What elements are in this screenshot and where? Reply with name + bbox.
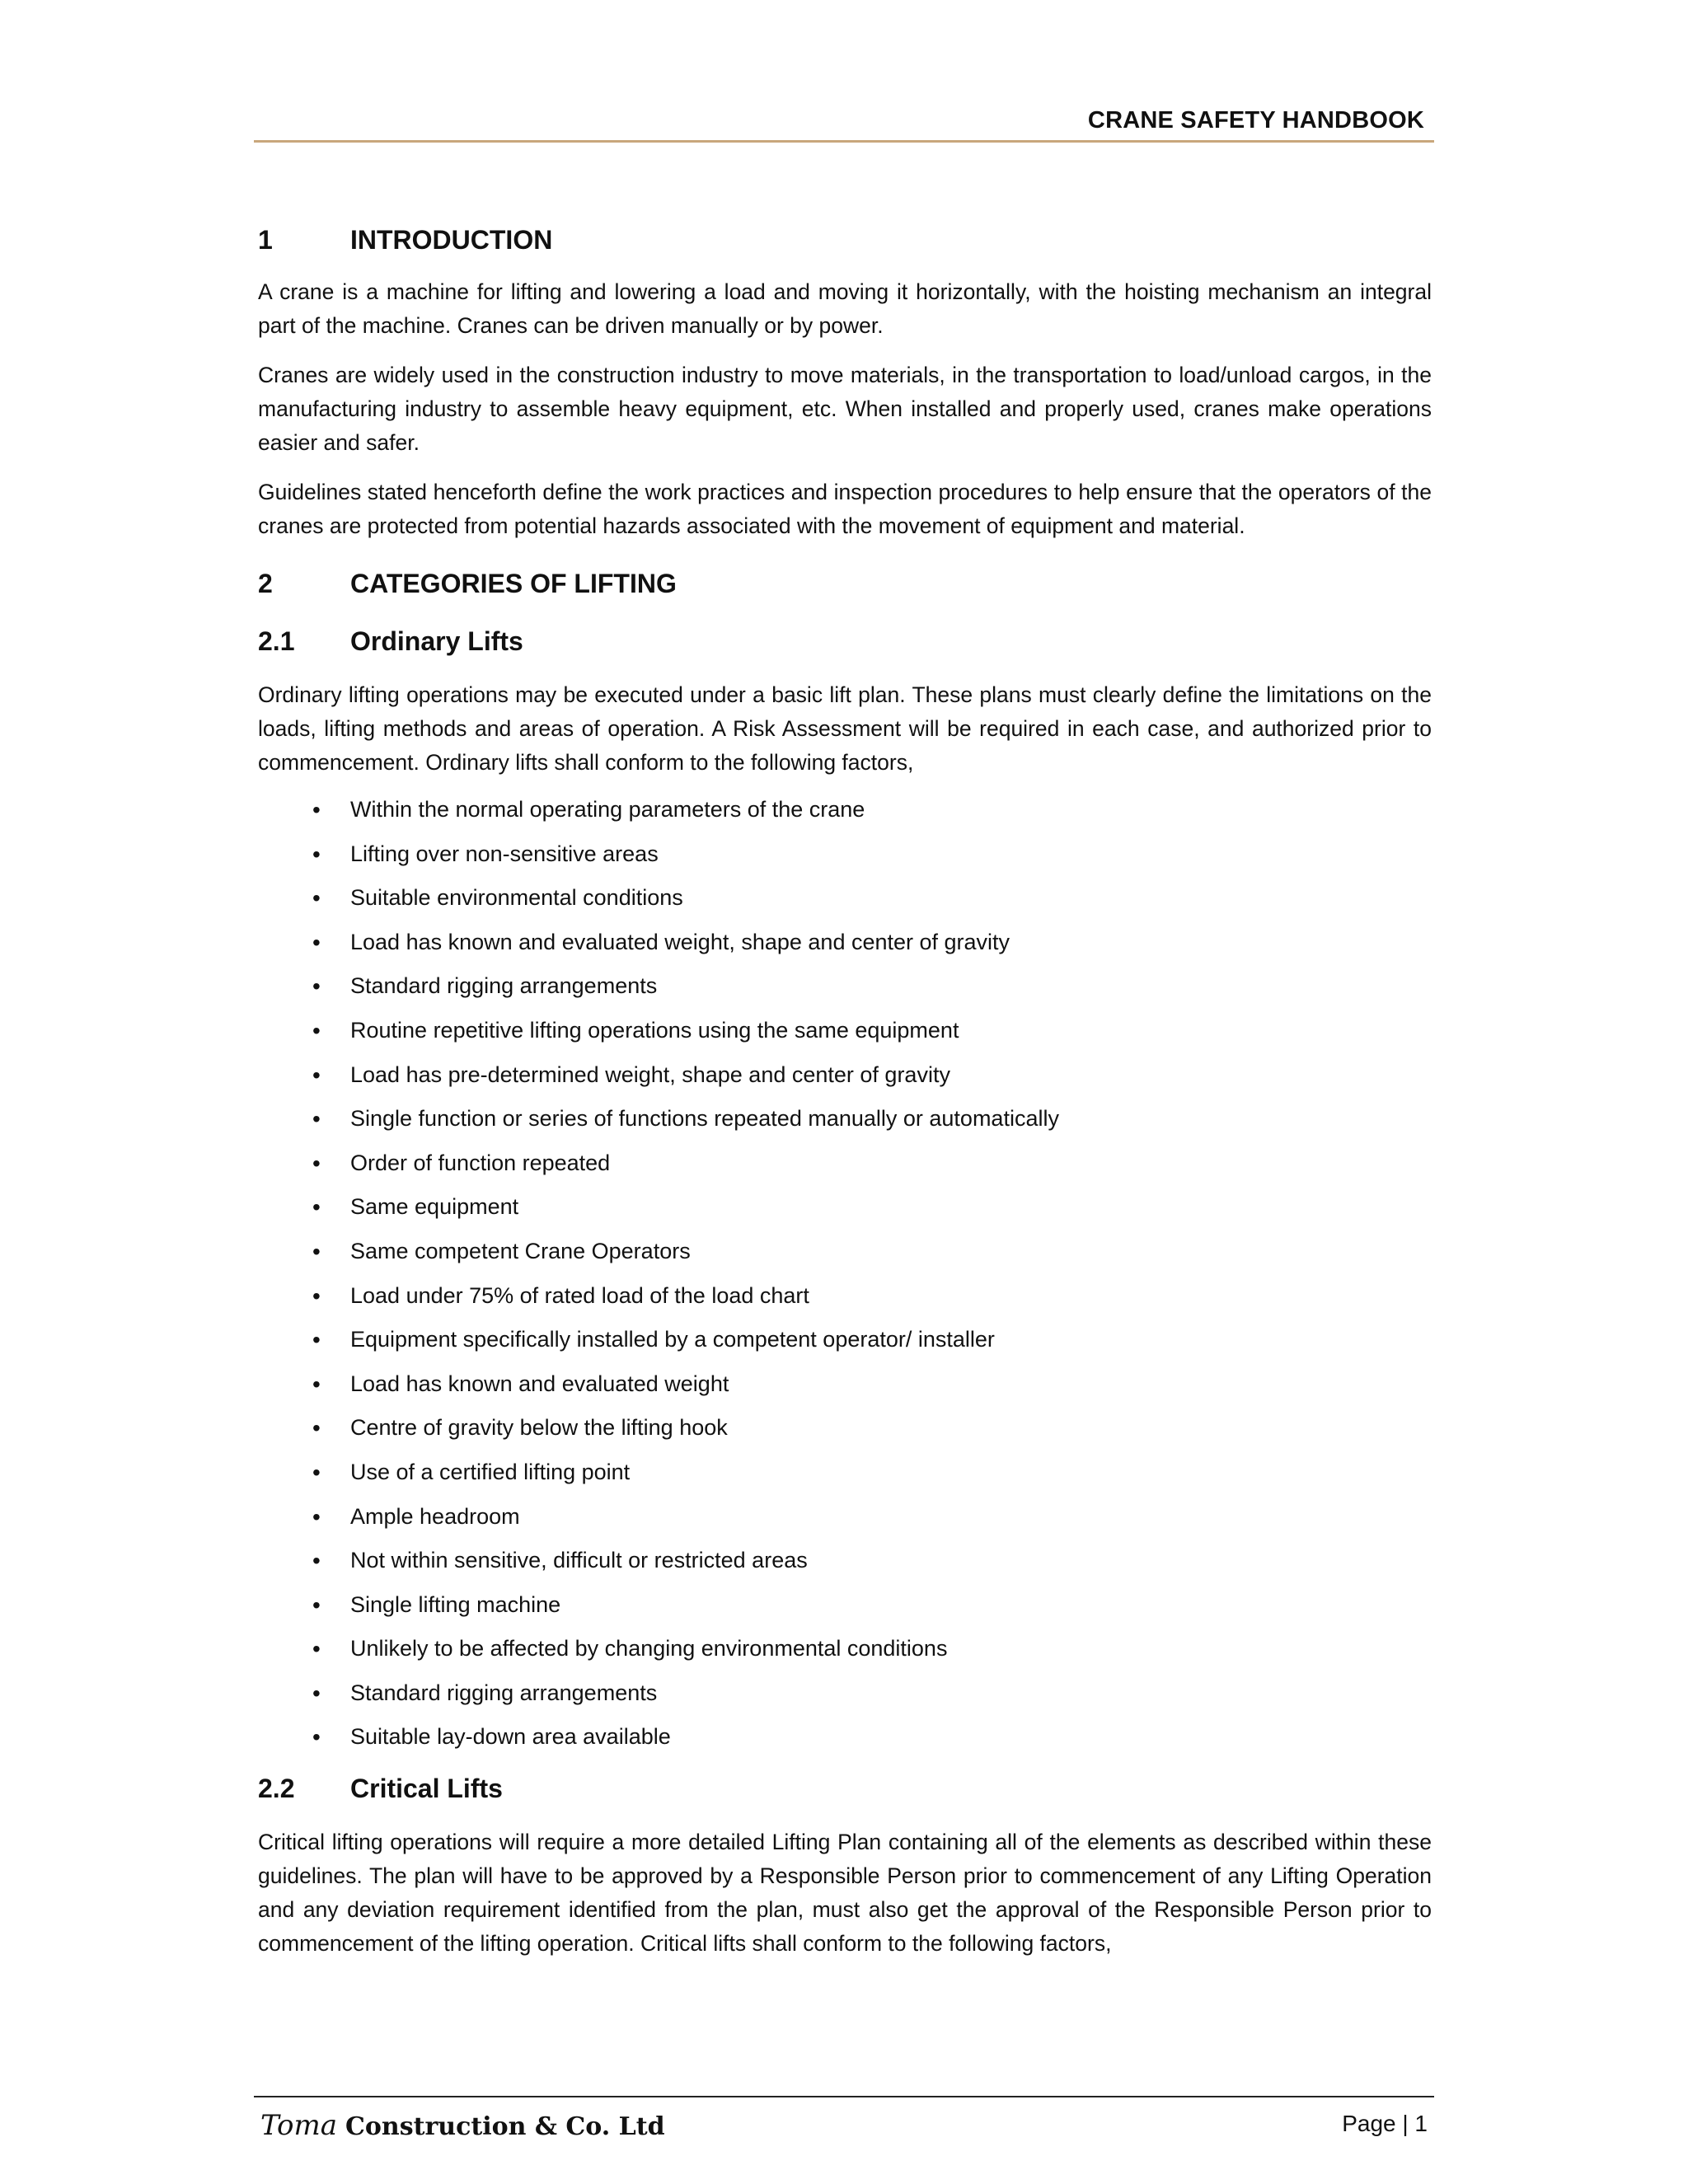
list-item: • Use of a certified lifting point bbox=[258, 1451, 1432, 1495]
subsection-heading-ordinary-lifts bbox=[258, 622, 1432, 660]
list-item: • Order of function repeated bbox=[258, 1141, 1432, 1186]
bullet-icon: • bbox=[312, 1327, 321, 1353]
section-title: INTRODUCTION bbox=[350, 224, 553, 255]
company-logo-text: Toma bbox=[260, 2109, 338, 2142]
list-item: • Equipment specifically installed by a competent operator/ installer bbox=[258, 1318, 1432, 1362]
intro-paragraph-1: A crane is a machine for lifting and lowering a load and moving it horizontally, with the hoisting mechanism an integral part of the machine. Cranes can be driven manually or by power. bbox=[258, 279, 1432, 338]
bullet-icon: • bbox=[312, 973, 321, 1000]
list-item: • Within the normal operating parameters of the crane bbox=[258, 788, 1432, 832]
list-item: • Routine repetitive lifting operations using the same equipment bbox=[258, 1009, 1432, 1053]
footer-company bbox=[260, 2109, 665, 2142]
bullet-icon: • bbox=[312, 929, 321, 955]
list-item: • Same competent Crane Operators bbox=[258, 1230, 1432, 1274]
list-item: • Lifting over non-sensitive areas bbox=[258, 832, 1432, 877]
section-number: 1 bbox=[258, 224, 273, 255]
bullet-icon: • bbox=[312, 797, 321, 823]
subsection-title: Ordinary Lifts bbox=[350, 626, 523, 656]
bullet-icon: • bbox=[312, 841, 321, 867]
page-content bbox=[258, 221, 1432, 1961]
bullet-icon: • bbox=[312, 1548, 321, 1574]
ordinary-lifts-paragraph: Ordinary lifting operations may be executed under a basic lift plan. These plans must clearly define the limitations on the loads, lifting methods and areas of operation. A Risk Assessment will be required in each case, and authorized prior to commencement. Ordinary lifts shall conform to the following factors, bbox=[258, 682, 1432, 775]
list-item: • Load has known and evaluated weight, shape and center of gravity bbox=[258, 921, 1432, 965]
bullet-icon: • bbox=[312, 1503, 321, 1530]
subsection-number: 2.2 bbox=[258, 1773, 295, 1803]
list-item: • Ample headroom bbox=[258, 1495, 1432, 1540]
bullet-icon: • bbox=[312, 1282, 321, 1309]
section-heading-categories bbox=[258, 565, 1432, 602]
subsection-title: Critical Lifts bbox=[350, 1773, 503, 1803]
page-number: Page | 1 bbox=[1342, 2111, 1428, 2136]
bullet-icon: • bbox=[312, 1238, 321, 1264]
bullet-icon: • bbox=[312, 1636, 321, 1662]
list-item: • Load under 75% of rated load of the load chart bbox=[258, 1274, 1432, 1319]
subsection-number: 2.1 bbox=[258, 626, 295, 656]
list-item: • Suitable environmental conditions bbox=[258, 876, 1432, 921]
section-heading-introduction bbox=[258, 221, 1432, 259]
section-number: 2 bbox=[258, 568, 273, 598]
bullet-icon: • bbox=[312, 1371, 321, 1397]
intro-paragraph-3: Guidelines stated henceforth define the work practices and inspection procedures to help ensure that the operators of the cranes are protected from potential hazards associated with the movement of equipment and material. bbox=[258, 480, 1432, 538]
ordinary-lifts-list bbox=[258, 788, 1432, 1760]
list-item: • Single lifting machine bbox=[258, 1583, 1432, 1628]
company-name: Construction & Co. Ltd bbox=[345, 2112, 665, 2141]
list-item: • Suitable lay-down area available bbox=[258, 1715, 1432, 1760]
bullet-icon: • bbox=[312, 1459, 321, 1485]
list-item: • Load has known and evaluated weight bbox=[258, 1362, 1432, 1407]
bullet-icon: • bbox=[312, 1194, 321, 1221]
section-title: CATEGORIES OF LIFTING bbox=[350, 568, 677, 598]
bullet-icon: • bbox=[312, 1062, 321, 1088]
bullet-icon: • bbox=[312, 885, 321, 912]
subsection-heading-critical-lifts bbox=[258, 1769, 1432, 1807]
critical-lifts-paragraph: Critical lifting operations will require a more detailed Lifting Plan containing all of the elements as described within these guidelines. The plan will have to be approved by a Responsible Person prior to commencement of any Lifting Operation and any deviation requirement identified from the plan, must also get the approval of the Responsible Person prior to commencement of the lifting operation. Critical lifts shall conform to the following factors, bbox=[258, 1830, 1432, 1957]
bullet-icon: • bbox=[312, 1150, 321, 1176]
list-item: • Centre of gravity below the lifting hook bbox=[258, 1406, 1432, 1451]
list-item: • Standard rigging arrangements bbox=[258, 964, 1432, 1009]
bullet-icon: • bbox=[312, 1415, 321, 1441]
list-item: • Unlikely to be affected by changing environmental conditions bbox=[258, 1627, 1432, 1671]
list-item: • Load has pre-determined weight, shape and center of gravity bbox=[258, 1053, 1432, 1098]
intro-paragraph-2: Cranes are widely used in the construction industry to move materials, in the transportation to load/unload cargos, in the manufacturing industry to assemble heavy equipment, etc. When installed and properly used, cranes make operations easier and safer. bbox=[258, 363, 1432, 455]
bullet-icon: • bbox=[312, 1680, 321, 1706]
list-item: • Not within sensitive, difficult or restricted areas bbox=[258, 1539, 1432, 1583]
list-item: • Standard rigging arrangements bbox=[258, 1671, 1432, 1716]
page-header bbox=[254, 105, 1434, 143]
bullet-icon: • bbox=[312, 1017, 321, 1043]
bullet-icon: • bbox=[312, 1106, 321, 1132]
list-item: • Same equipment bbox=[258, 1185, 1432, 1230]
header-title: CRANE SAFETY HANDBOOK bbox=[1087, 107, 1424, 134]
list-item: • Single function or series of functions repeated manually or automatically bbox=[258, 1097, 1432, 1141]
bullet-icon: • bbox=[312, 1591, 321, 1618]
page-footer bbox=[254, 2096, 1434, 2147]
bullet-icon: • bbox=[312, 1724, 321, 1750]
